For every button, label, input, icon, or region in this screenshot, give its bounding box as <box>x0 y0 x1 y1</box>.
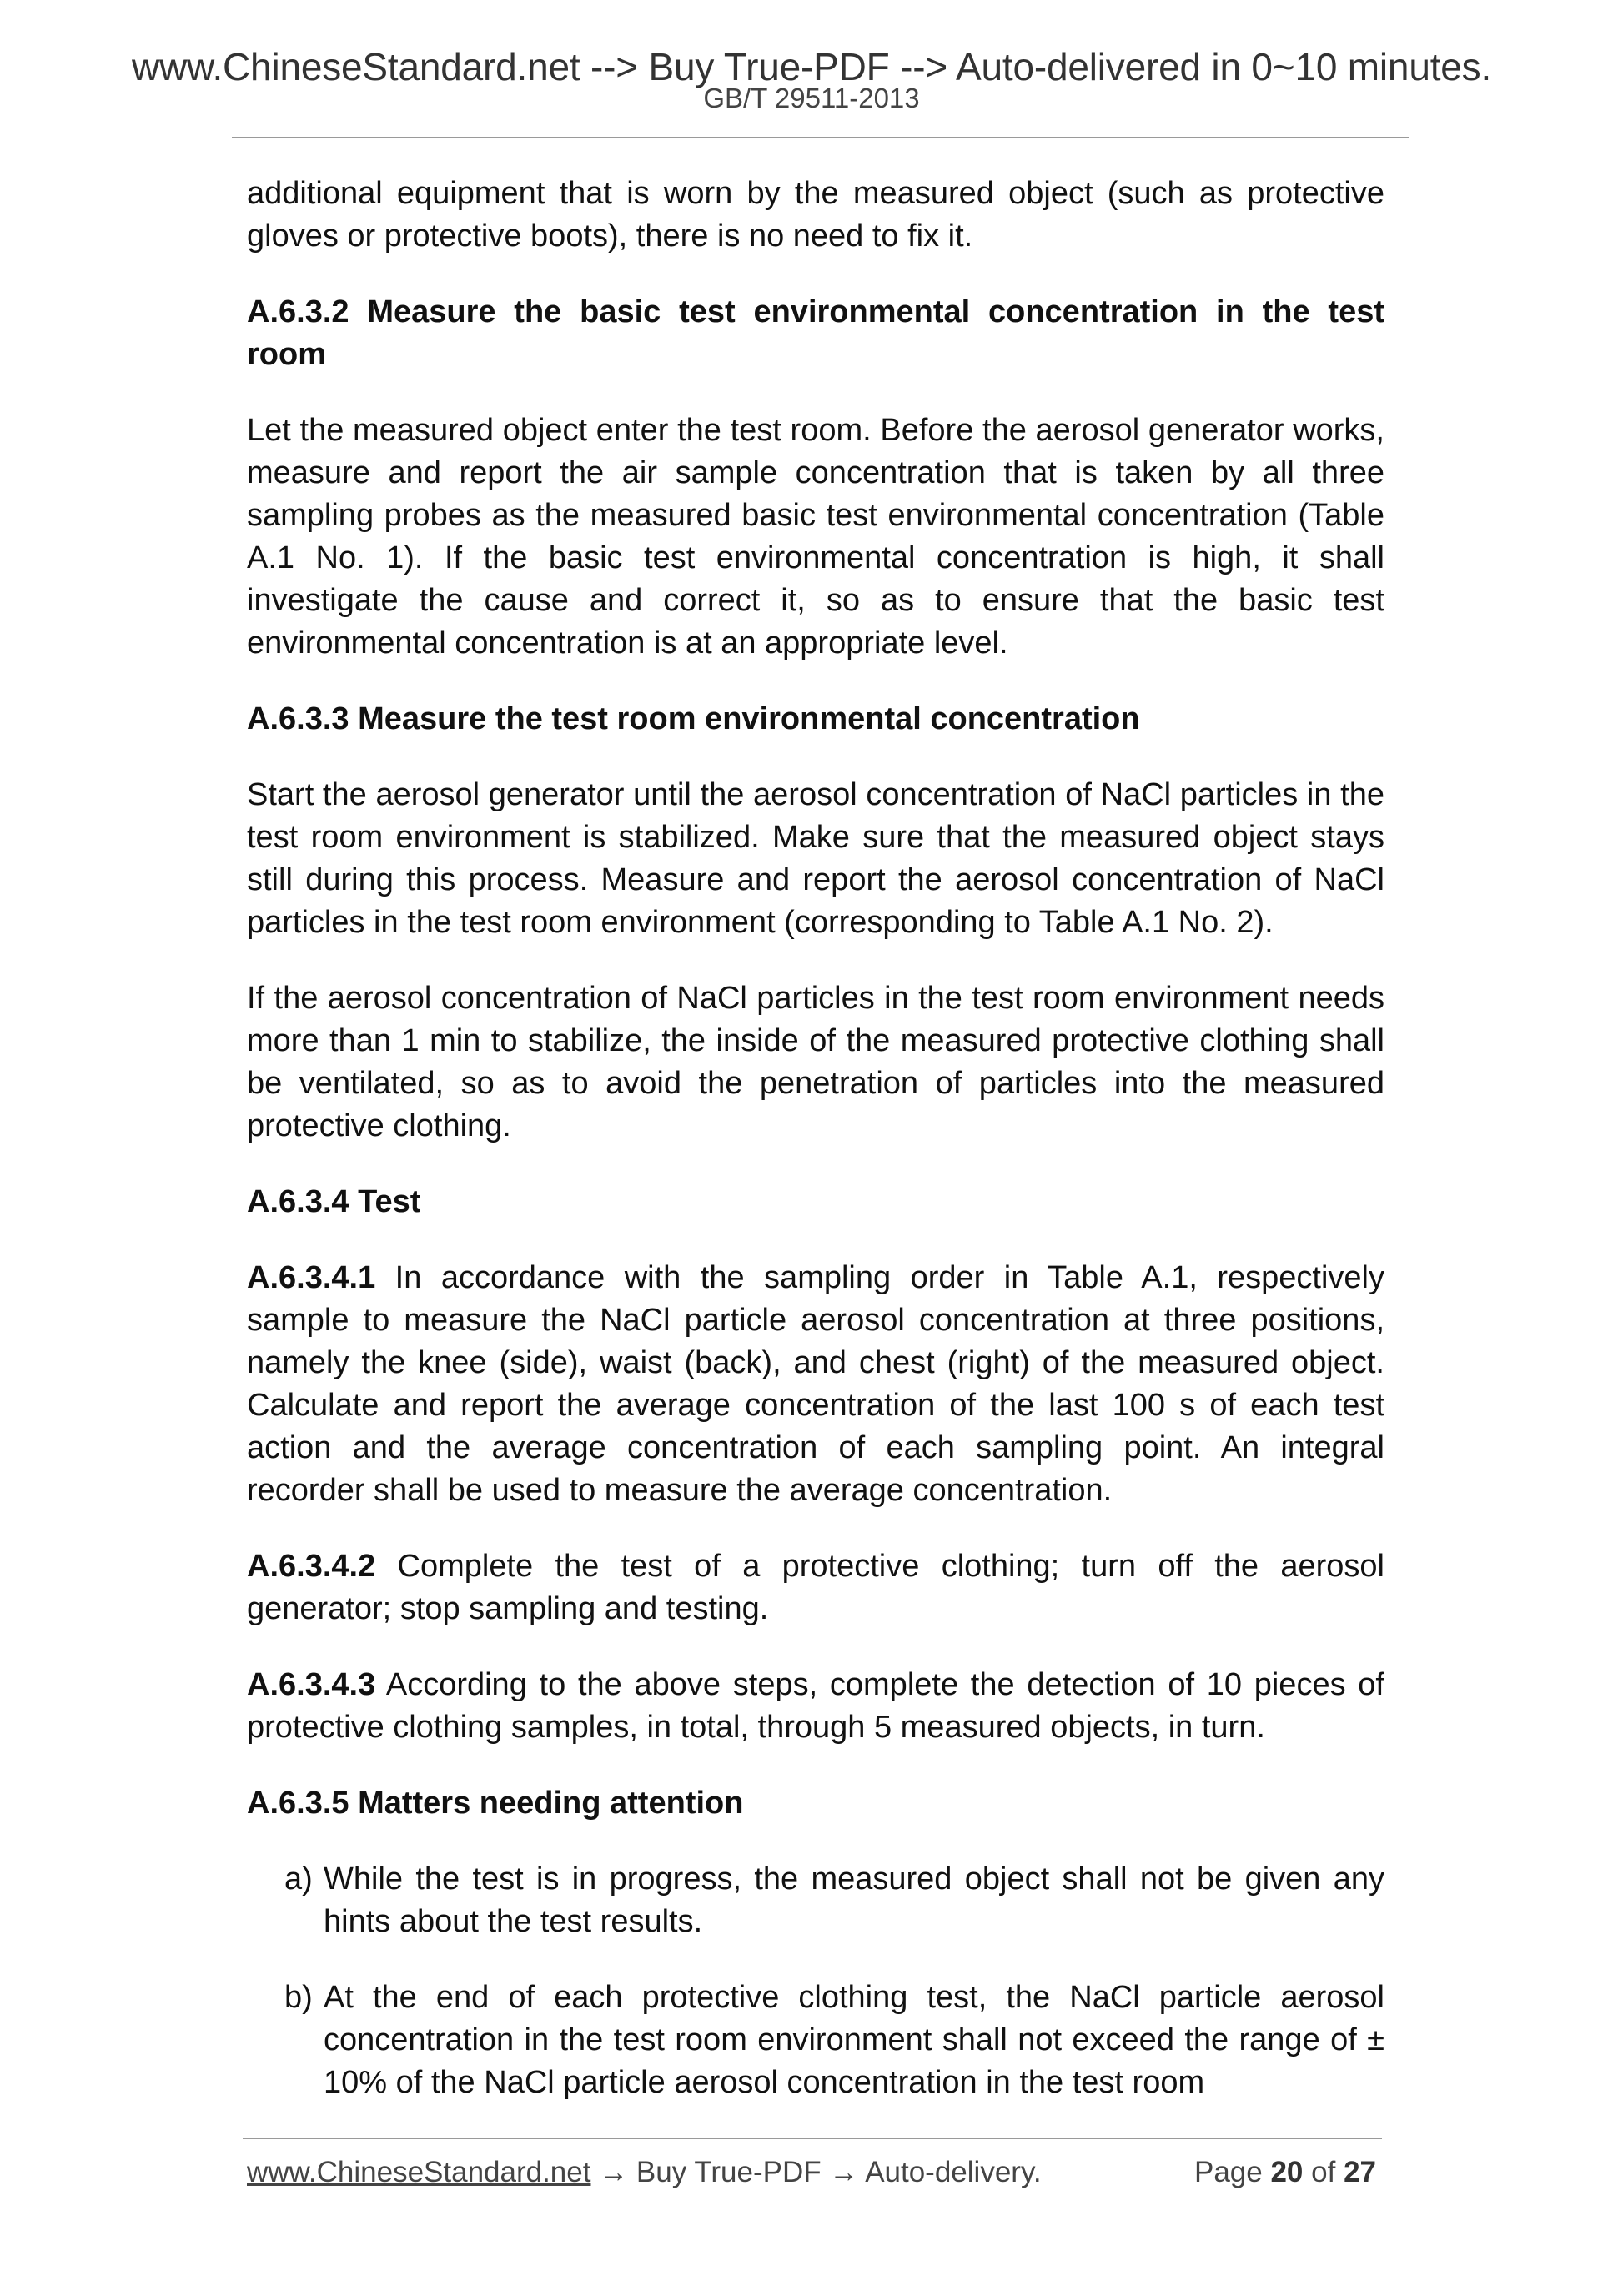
paragraph-a63341 <box>247 1257 1384 1512</box>
arrow-icon: → <box>821 2156 866 2188</box>
list-item-b <box>284 1977 1384 2104</box>
paragraph-a6333-1: Start the aerosol generator until the aerosol concentration of NaCl particles in the test room environment is stabilized. Make sure that the measured object stays still during this process. Measure and report the aerosol concentration of NaCl particles in the test room environment (corresponding to Table A.1 No. 2). <box>247 777 1384 940</box>
heading-a6335: A.6.3.5 Matters needing attention <box>247 1786 744 1821</box>
heading-a6334: A.6.3.4 Test <box>247 1184 421 1219</box>
page-number: 20 <box>1270 2156 1304 2188</box>
site-banner: www.ChineseStandard.net --> Buy True-PDF --> Auto-delivered in 0~10 minutes. <box>131 45 1492 88</box>
page-indicator <box>1194 2155 1376 2190</box>
standard-code: GB/T 29511-2013 <box>703 83 920 113</box>
footer-divider <box>243 2138 1382 2139</box>
paragraph-a63342 <box>247 1545 1384 1630</box>
footer-delivery-text: Auto-delivery. <box>865 2156 1042 2188</box>
paragraph-a6332: Let the measured object enter the test room. Before the aerosol generator works, measure and report the air sample concentration that is taken by all three sampling probes as the measured basic test environmental concentration (Table A.1 No. 1). If the basic test environmental concentration is high, it shall investigate the cause and correct it, so as to ensure that the basic test environmental concentration is at an appropriate level. <box>247 413 1384 661</box>
document-body <box>247 173 1384 2138</box>
page-label: Page <box>1193 2156 1263 2188</box>
list-item-a <box>284 1858 1384 1943</box>
clause-text-a63341: In accordance with the sampling order in Table A.1, respectively sample to measure the NaCl particle aerosol concentration at three positions, namely the knee (side), waist (back), and chest (right) of the measured object. Calculate and report the average concentration of the last 100 s of each test action and the average concentration of each sampling point. An integral recorder shall be used to measure the average concentration. <box>247 1260 1384 1508</box>
footer-promo <box>247 2155 1042 2190</box>
clause-label-a63342: A.6.3.4.2 <box>247 1549 376 1584</box>
clause-text-a63342: Complete the test of a protective clothing; turn off the aerosol generator; stop sampling and testing. <box>247 1549 1384 1626</box>
footer-site-link[interactable]: www.ChineseStandard.net <box>247 2156 591 2188</box>
heading-a6332: A.6.3.2 Measure the basic test environmental concentration in the test room <box>247 294 1384 372</box>
list-marker-a: a) <box>284 1861 313 1897</box>
page-total: 27 <box>1344 2156 1376 2188</box>
list-text-b: At the end of each protective clothing test, the NaCl particle aerosol concentration in the test room environment shall not exceed the range of ± 10% of the NaCl particle aerosol concentration in the test room <box>324 1980 1384 2100</box>
clause-text-a63343: According to the above steps, complete the detection of 10 pieces of protective clothing samples, in total, through 5 measured objects, in turn. <box>247 1667 1384 1745</box>
footer-buy-text: Buy True-PDF <box>636 2156 822 2188</box>
paragraph-intro: additional equipment that is worn by the measured object (such as protective gloves or protective boots), there is no need to fix it. <box>247 176 1384 254</box>
list-text-a: While the test is in progress, the measured object shall not be given any hints about the test results. <box>324 1861 1384 1939</box>
clause-label-a63341: A.6.3.4.1 <box>247 1260 376 1295</box>
clause-label-a63343: A.6.3.4.3 <box>247 1667 376 1702</box>
heading-a6333: A.6.3.3 Measure the test room environmental concentration <box>247 701 1140 736</box>
header-divider <box>232 137 1409 138</box>
list-marker-b: b) <box>284 1980 313 2015</box>
arrow-icon: → <box>590 2156 636 2188</box>
paragraph-a6333-2: If the aerosol concentration of NaCl particles in the test room environment needs more than 1 min to stabilize, the inside of the measured protective clothing shall be ventilated, so as to avoid the penetration of particles into the measured protective clothing. <box>247 981 1384 1143</box>
page-of-label: of <box>1311 2156 1336 2188</box>
paragraph-a63343 <box>247 1664 1384 1749</box>
